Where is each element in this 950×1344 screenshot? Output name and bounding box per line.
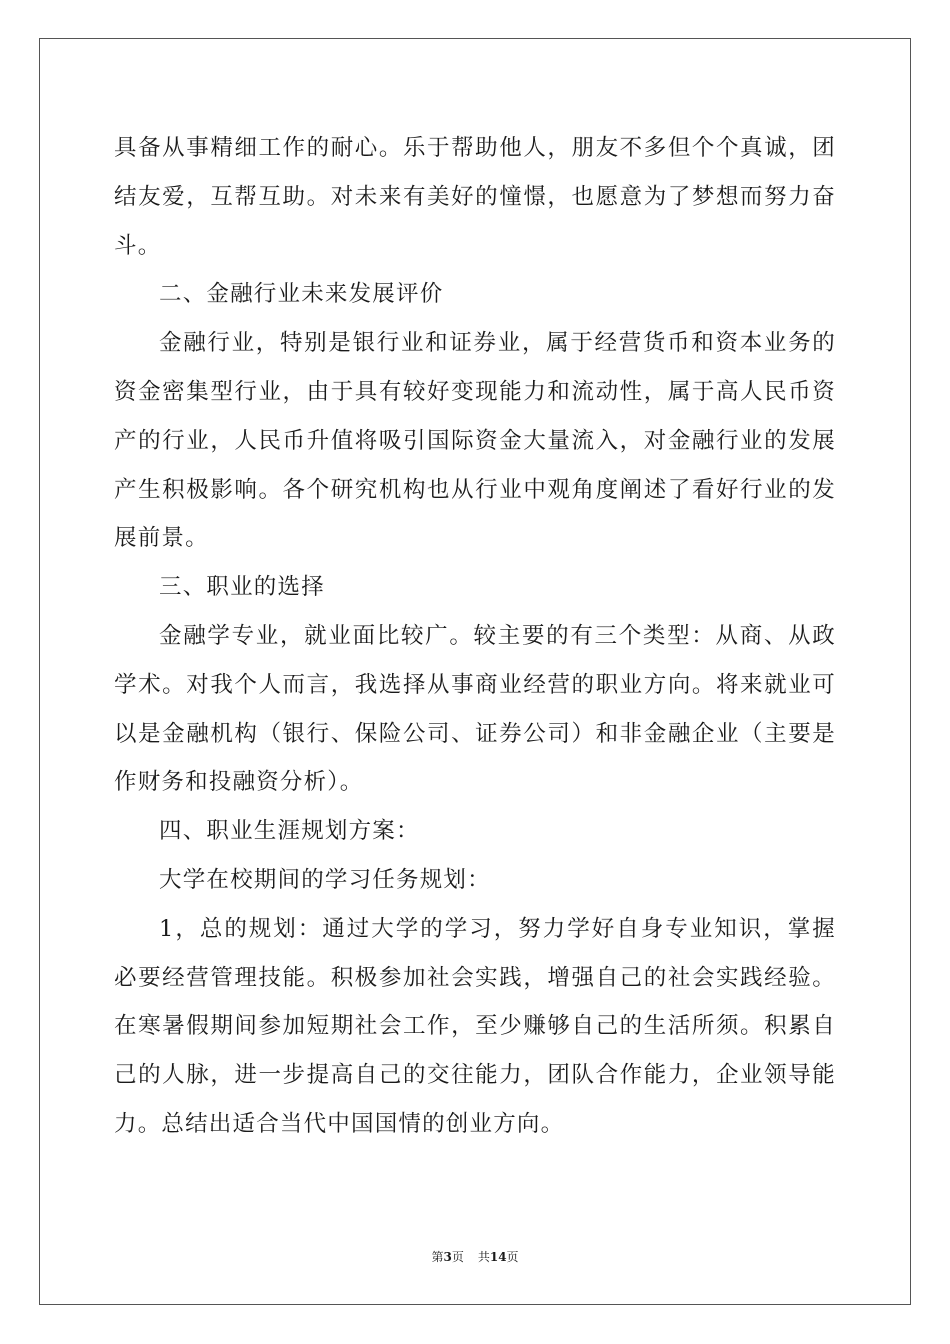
footer-total-prefix: 共 bbox=[477, 1250, 490, 1264]
heading-section-4: 四、职业生涯规划方案： bbox=[159, 818, 420, 845]
heading-section-3: 三、职业的选择 bbox=[159, 574, 325, 601]
footer-page-number: 3 bbox=[443, 1250, 452, 1264]
footer-page-prefix: 第 bbox=[431, 1250, 444, 1264]
footer-total-suffix: 页 bbox=[506, 1250, 519, 1264]
paragraph-overall-plan: 1，总的规划：通过大学的学习，努力学好自身专业知识，掌握必要经营管理技能。积极参加社会实践，增强自己的社会实践经验。在寒暑假期间参加短期社会工作，至少赚够自己的生活所须。积累自己的人脉，进一步提高自己的交往能力，团队合作能力，企业领导能力。总结出适合当代中国国情的创业方向。 bbox=[114, 915, 836, 1137]
page-footer bbox=[0, 1248, 950, 1265]
document-body bbox=[114, 124, 836, 1149]
heading-section-2: 二、金融行业未来发展评价 bbox=[159, 281, 444, 308]
paragraph-industry-evaluation: 金融行业，特别是银行业和证券业，属于经营货币和资本业务的资金密集型行业，由于具有较好变现能力和流动性，属于高人民币资产的行业，人民币升值将吸引国际资金大量流入，对金融行业的发展产生积极影响。各个研究机构也从行业中观角度阐述了看好行业的发展前景。 bbox=[114, 330, 836, 552]
paragraph-career-choice: 金融学专业，就业面比较广。较主要的有三个类型：从商、从政学术。对我个人而言，我选择从事商业经营的职业方向。将来就业可以是金融机构（银行、保险公司、证券公司）和非金融企业（主要是作财务和投融资分析）。 bbox=[114, 622, 836, 796]
paragraph-intro-continuation: 具备从事精细工作的耐心。乐于帮助他人，朋友不多但个个真诚，团结友爱，互帮互助。对未来有美好的憧憬，也愿意为了梦想而努力奋斗。 bbox=[114, 135, 836, 259]
footer-total-number: 14 bbox=[489, 1250, 507, 1264]
footer-page-suffix: 页 bbox=[451, 1250, 464, 1264]
subheading-study-plan: 大学在校期间的学习任务规划： bbox=[159, 866, 491, 893]
